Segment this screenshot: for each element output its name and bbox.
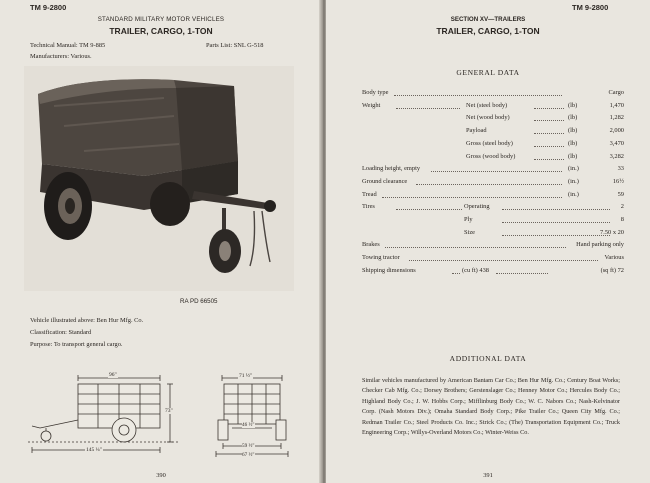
spec-value: 33 (617, 165, 624, 173)
spec-leader (502, 203, 610, 210)
spec-unit: (lb) (568, 139, 578, 147)
spec-row (362, 114, 624, 124)
spec-row (362, 203, 624, 213)
spec-value: Various (604, 254, 624, 262)
spec-leader (452, 267, 460, 274)
spec-value: 59 (617, 190, 624, 198)
spec-row (362, 241, 624, 251)
spec-sub: (cu ft) 438 (462, 266, 489, 274)
spec-row (362, 254, 624, 264)
spec-row (362, 191, 624, 201)
spec-label: Tread (362, 190, 377, 198)
rear-top-dimension: 71 ½" (239, 373, 253, 379)
spec-unit: (in.) (568, 190, 579, 198)
spec-label: Body type (362, 89, 389, 96)
side-top-dimension: 96" (109, 372, 117, 378)
spec-value: 1,470 (609, 101, 624, 109)
spec-unit: (in.) (568, 177, 579, 185)
spec-row (362, 267, 624, 277)
spec-unit: (lb) (568, 114, 578, 122)
spec-label: Weight (362, 101, 381, 109)
spec-value: 3,282 (609, 152, 624, 160)
spec-sub: Gross (wood body) (466, 152, 516, 160)
spec-leader (502, 216, 610, 223)
spec-value: 16½ (612, 177, 624, 185)
spec-row (362, 229, 624, 239)
rear-tread-dimension: 59 ½" (242, 443, 255, 449)
general-data-heading: GENERAL DATA (456, 68, 520, 77)
spec-value: 8 (620, 216, 624, 223)
spec-value: 2 (620, 203, 624, 211)
spec-unit: (lb) (568, 152, 578, 160)
spec-sub: Ply (464, 216, 473, 223)
spec-leader (496, 267, 548, 274)
spec-leader (534, 140, 564, 147)
parts-list: Parts List: SNL G-518 (206, 42, 264, 49)
spec-value: 3,470 (609, 139, 624, 147)
right-page (326, 0, 650, 483)
spec-label: Towing tractor (362, 254, 400, 262)
right-page-number: 391 (483, 472, 493, 479)
spec-row (362, 178, 624, 188)
left-section-title: STANDARD MILITARY MOTOR VEHICLES (97, 16, 225, 23)
spec-row (362, 216, 624, 226)
left-title: TRAILER, CARGO, 1-TON (109, 26, 213, 36)
spec-row (362, 165, 624, 175)
trailer-photo (24, 66, 294, 291)
spec-leader (385, 241, 566, 248)
technical-manual: Technical Manual: TM 9-885 (30, 42, 106, 49)
spec-sub: Net (steel body) (466, 101, 508, 109)
spec-row (362, 153, 624, 163)
side-height-dimension: 73" (165, 408, 173, 414)
spec-leader (431, 165, 562, 172)
spec-value: 2,000 (609, 127, 624, 135)
photo-caption: RA PD 66505 (180, 298, 218, 305)
right-title: TRAILER, CARGO, 1-TON (436, 26, 540, 36)
purpose: Purpose: To transport general cargo. (30, 341, 123, 348)
spec-leader (534, 102, 564, 109)
spec-leader (502, 229, 610, 236)
spec-label: Ground clearance (362, 177, 408, 185)
spec-sub: Net (wood body) (466, 114, 510, 122)
spec-sub: Gross (steel body) (466, 139, 513, 147)
spec-value: Hand parking only (576, 241, 624, 249)
spec-leader (534, 114, 564, 121)
spec-leader (409, 254, 597, 261)
spec-leader (396, 203, 462, 210)
spec-leader (382, 191, 563, 198)
left-page-number: 390 (156, 472, 166, 479)
spec-sub: Size (464, 228, 476, 236)
rear-inner-dimension: 46 ½" (242, 422, 255, 428)
spec-row (362, 89, 624, 99)
spec-unit: (lb) (568, 127, 578, 135)
spec-leader (416, 178, 562, 185)
left-page (0, 0, 322, 483)
vehicle-illustrated: Vehicle illustrated above: Ben Hur Mfg. Co. (30, 317, 144, 324)
spec-sub: Payload (466, 127, 487, 135)
spec-value: 1,282 (609, 114, 624, 122)
rear-width-dimension: 67 ½" (242, 452, 255, 458)
spec-value: 7.50 x 20 (600, 228, 624, 236)
manufacturers: Manufacturers: Various. (30, 53, 92, 60)
right-header: TM 9-2800 (572, 3, 609, 12)
additional-data-heading: ADDITIONAL DATA (449, 354, 527, 363)
spec-unit: (in.) (568, 165, 579, 173)
spec-value: (sq ft) 72 (600, 266, 624, 274)
spec-label: Loading height, empty (362, 165, 421, 173)
right-section: SECTION XV—TRAILERS (450, 16, 526, 23)
spec-value: Cargo (608, 89, 624, 96)
spec-row (362, 140, 624, 150)
additional-data-text: Similar vehicles manufactured by American Bantam Car Co.; Ben Hur Mfg. Co.; Century Boat Works; Checker Cab Mfg. Co.; Dorsey Brothers; Gerstenslager Co.; Henney Motor Co.; Hercules Body Co.; Highland Body Co.; J. W. Hobbs Corp.; Mifflinburg Body Co.; W. C. Nabors Co.; Nash-Kelvinator Corp. (Nash Motors Div.); Omaha Standard Body Corp.; Pike Trailer Co.; Queen City Mfg. Co.; Redman Trailer Co.; Steel Products Co. Inc.; Strick Co.; (The) Transportation Equipment Co.; Truck Engineering Corp.; Willys-Overland Motors Co.; Winter-Weiss Co. (362, 377, 620, 437)
spec-leader (534, 153, 564, 160)
spec-leader (396, 102, 460, 109)
spec-label: Brakes (362, 241, 380, 249)
classification: Classification: Standard (30, 329, 92, 336)
spec-sub: Operating (464, 203, 490, 211)
side-view-drawing (28, 370, 178, 460)
spec-row (362, 102, 624, 112)
left-header: TM 9-2800 (30, 3, 67, 12)
spec-label: Tires (362, 203, 375, 211)
side-length-dimension: 145 ¼" (86, 447, 102, 453)
spec-unit: (lb) (568, 101, 578, 109)
spec-leader (394, 89, 562, 96)
spec-leader (534, 127, 564, 134)
spec-label: Shipping dimensions (362, 266, 416, 274)
spec-row (362, 127, 624, 137)
